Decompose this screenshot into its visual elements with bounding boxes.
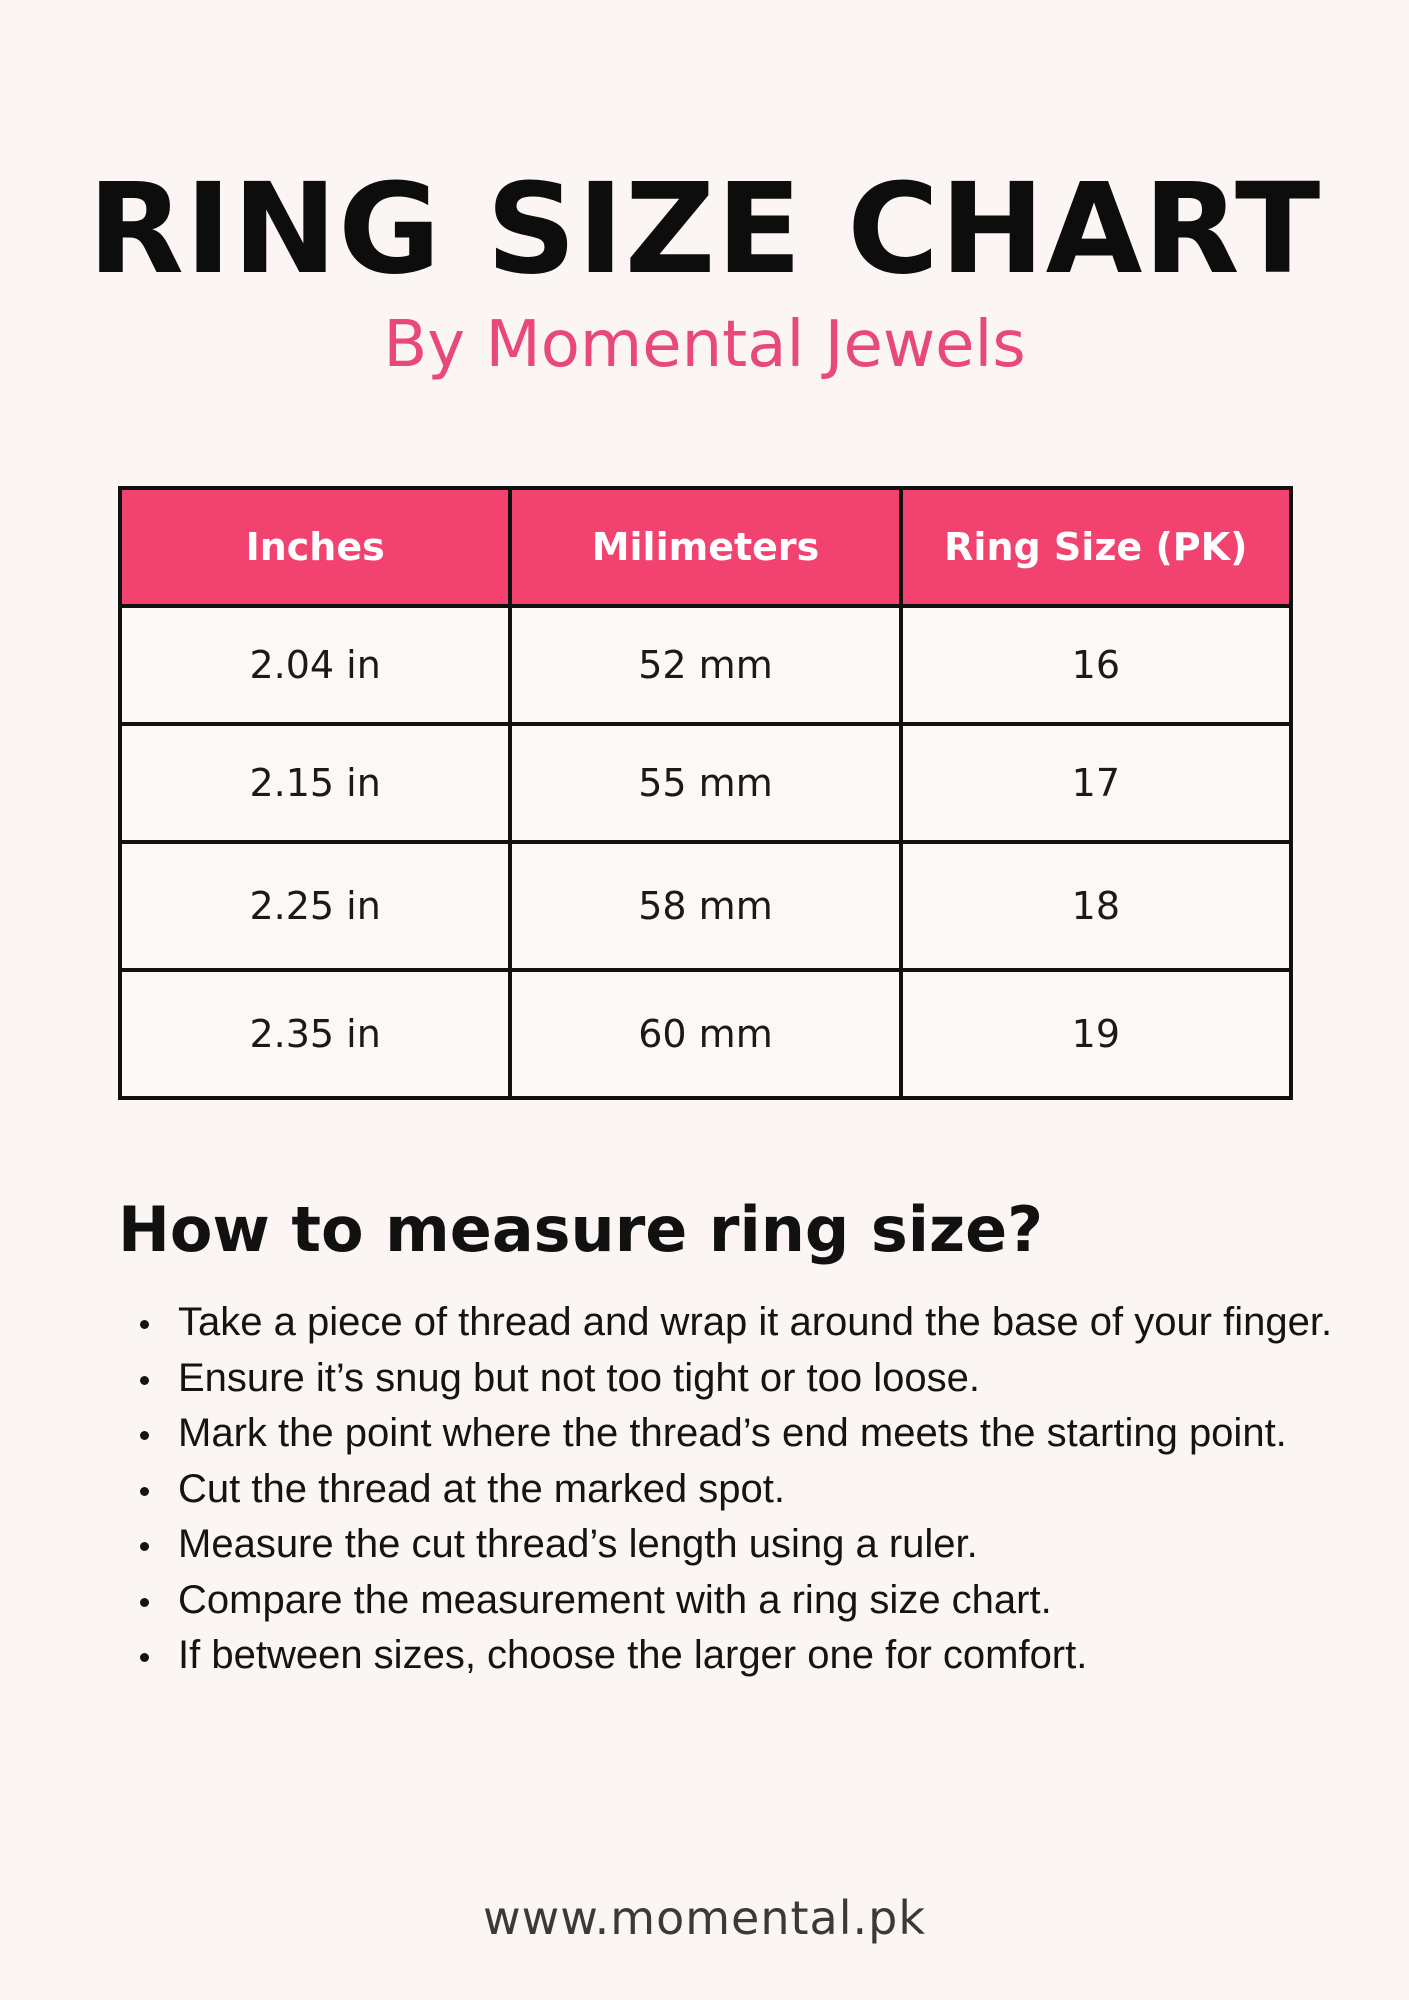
table-row [120, 842, 1291, 970]
cell-ring-size: 16 [901, 606, 1291, 724]
cell-millimeters: 52 mm [510, 606, 900, 724]
table-row [120, 724, 1291, 842]
cell-inches: 2.25 in [120, 842, 510, 970]
column-header-millimeters: Milimeters [510, 488, 900, 606]
cell-ring-size: 18 [901, 842, 1291, 970]
list-item: Mark the point where the thread’s end meets the starting point. [140, 1406, 1380, 1462]
list-item: Compare the measurement with a ring size chart. [140, 1573, 1380, 1629]
cell-millimeters: 58 mm [510, 842, 900, 970]
instructions-heading: How to measure ring size? [118, 1193, 1044, 1266]
cell-millimeters: 60 mm [510, 970, 900, 1098]
list-item: Cut the thread at the marked spot. [140, 1462, 1380, 1518]
table-row [120, 970, 1291, 1098]
cell-inches: 2.15 in [120, 724, 510, 842]
list-item: Measure the cut thread’s length using a ruler. [140, 1517, 1380, 1573]
website-url: www.momental.pk [483, 1891, 926, 1945]
cell-inches: 2.35 in [120, 970, 510, 1098]
ring-size-table [118, 486, 1293, 1100]
cell-ring-size: 19 [901, 970, 1291, 1098]
instructions-list [140, 1295, 1380, 1684]
column-header-inches: Inches [120, 488, 510, 606]
cell-ring-size: 17 [901, 724, 1291, 842]
brand-subtitle: By Momental Jewels [383, 308, 1026, 382]
page-title: RING SIZE CHART [87, 157, 1322, 302]
list-item: Ensure it’s snug but not too tight or too loose. [140, 1351, 1380, 1407]
table-row [120, 606, 1291, 724]
list-item: Take a piece of thread and wrap it around the base of your finger. [140, 1295, 1380, 1351]
cell-millimeters: 55 mm [510, 724, 900, 842]
column-header-ring-size: Ring Size (PK) [901, 488, 1291, 606]
cell-inches: 2.04 in [120, 606, 510, 724]
list-item: If between sizes, choose the larger one for comfort. [140, 1628, 1380, 1684]
table-header-row [120, 488, 1291, 606]
